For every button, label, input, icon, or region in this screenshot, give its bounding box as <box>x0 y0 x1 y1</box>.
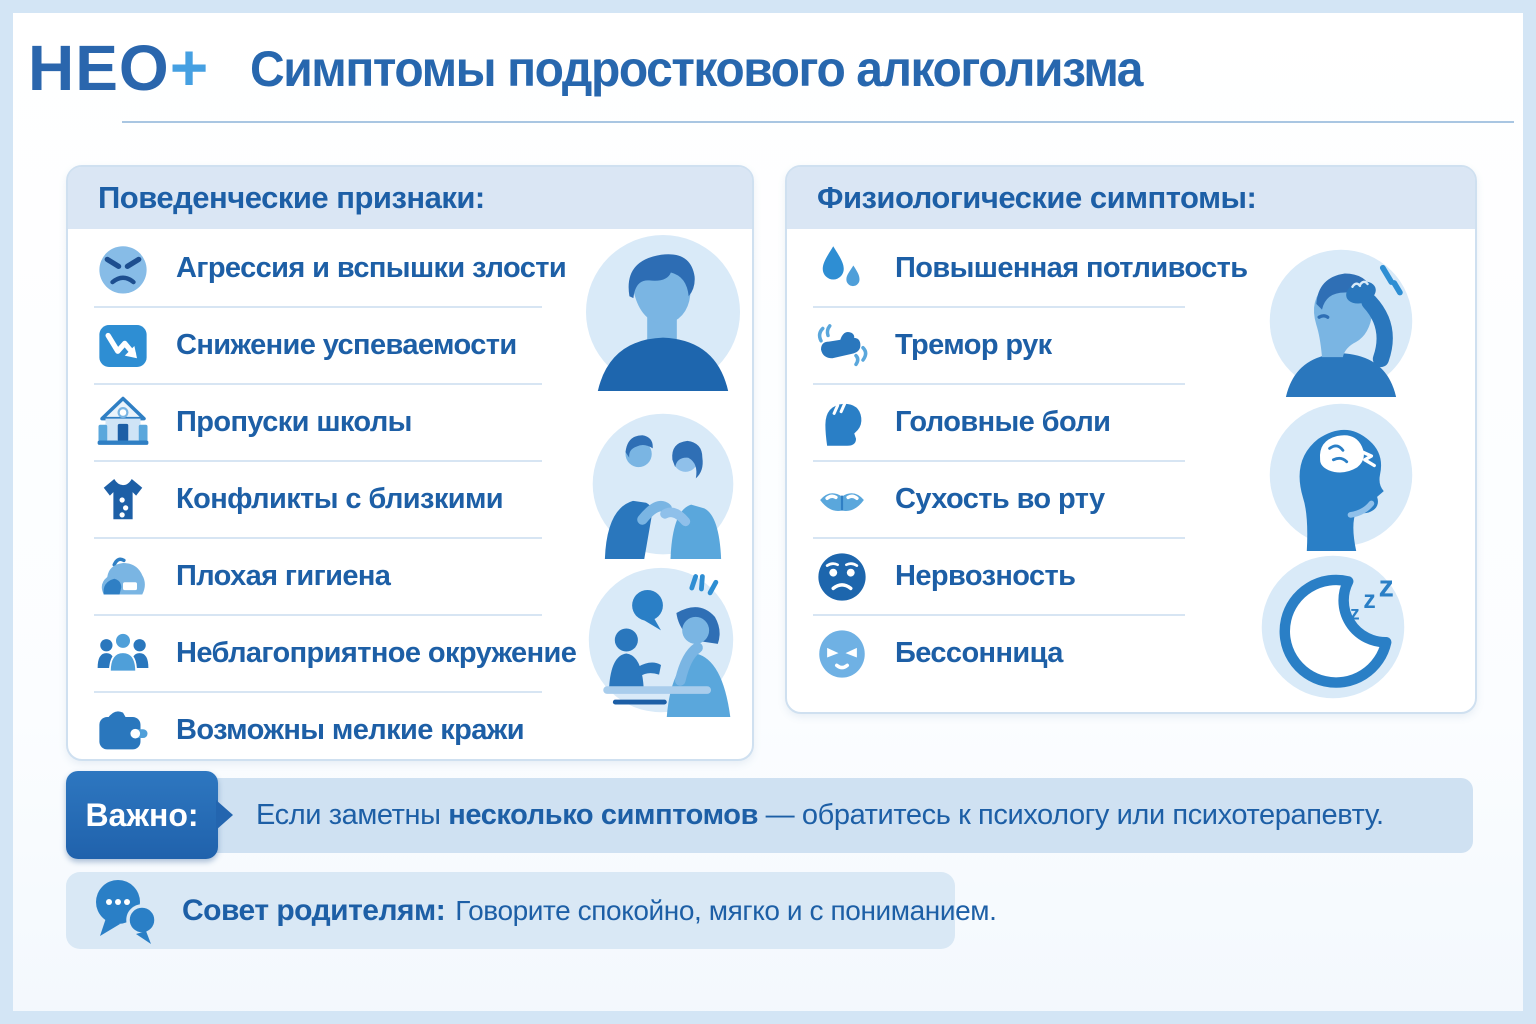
symptom-label: Неблагоприятное окружение <box>176 637 577 669</box>
list-item <box>94 385 542 462</box>
symptom-label: Головные боли <box>895 406 1111 438</box>
symptom-label: Тремор рук <box>895 329 1052 361</box>
symptom-label: Конфликты с близкими <box>176 483 504 515</box>
stressed-brain-illustration <box>1265 399 1417 551</box>
tshirt-icon <box>94 471 152 529</box>
parent-talk-illustration <box>584 563 738 717</box>
angry-face-icon <box>94 240 152 298</box>
zzz-letter: z <box>1378 569 1394 604</box>
advice-label: Совет родителям: <box>182 893 446 927</box>
symptom-label: Бессонница <box>895 637 1063 669</box>
lips-icon <box>813 471 871 529</box>
important-text <box>256 799 1384 832</box>
laundry-pile-icon <box>94 548 152 606</box>
physiological-panel <box>785 165 1477 714</box>
nervous-face-icon <box>813 548 871 606</box>
sleepy-face-icon <box>813 625 871 683</box>
symptom-label: Нервозность <box>895 560 1076 592</box>
important-text-part: — обратитесь к психологу или психотерапевту. <box>758 799 1384 831</box>
moon-sleep-illustration <box>1257 551 1409 703</box>
symptom-label: Пропуски школы <box>176 406 412 438</box>
important-banner <box>66 778 1473 853</box>
tremor-hand-icon <box>813 317 871 375</box>
list-item <box>813 539 1185 616</box>
important-text-part: Если заметны <box>256 799 449 831</box>
chat-bubbles-icon <box>88 874 166 948</box>
symptom-label: Снижение успеваемости <box>176 329 517 361</box>
list-item <box>813 462 1185 539</box>
declining-chart-icon <box>94 317 152 375</box>
list-item <box>813 308 1185 385</box>
page-title: Симптомы подросткового алкоголизма <box>250 41 1143 97</box>
physiological-panel-header: Физиологические симптомы: <box>787 167 1475 229</box>
logo-plus-icon: + <box>169 30 210 104</box>
behavioral-panel <box>66 165 754 761</box>
list-item <box>94 308 542 385</box>
zzz-letter: z <box>1350 603 1360 625</box>
people-group-icon <box>94 625 152 683</box>
symptom-label: Повышенная потливость <box>895 252 1248 284</box>
list-item <box>94 616 577 693</box>
headache-illustration <box>1265 245 1417 397</box>
neo-plus-logo <box>28 30 210 104</box>
symptom-label: Плохая гигиена <box>176 560 391 592</box>
symptom-label: Агрессия и вспышки злости <box>176 252 567 284</box>
symptom-label: Сухость во рту <box>895 483 1105 515</box>
behavioral-panel-header: Поведенческие признаки: <box>68 167 752 229</box>
wallet-icon <box>94 702 152 760</box>
head-profile-icon <box>813 394 871 452</box>
argument-illustration <box>588 409 738 559</box>
zzz-letter: z <box>1363 587 1376 614</box>
list-item <box>813 385 1185 462</box>
behavioral-list <box>94 231 577 768</box>
list-item <box>94 693 542 768</box>
advice-bar <box>66 872 997 949</box>
sweat-drops-icon <box>813 240 871 298</box>
header-divider <box>122 121 1514 123</box>
list-item <box>813 616 1185 691</box>
important-text-bold: несколько симптомов <box>448 799 758 831</box>
physiological-list <box>813 231 1248 691</box>
list-item <box>94 462 542 539</box>
list-item <box>94 231 567 308</box>
teen-portrait-illustration <box>584 233 742 391</box>
list-item <box>813 231 1248 308</box>
school-building-icon <box>94 394 152 452</box>
important-badge: Важно: <box>66 771 218 859</box>
logo-text: НЕО <box>28 32 170 104</box>
list-item <box>94 539 542 616</box>
symptom-label: Возможны мелкие кражи <box>176 714 524 746</box>
advice-text: Говорите спокойно, мягко и с пониманием. <box>455 894 997 926</box>
